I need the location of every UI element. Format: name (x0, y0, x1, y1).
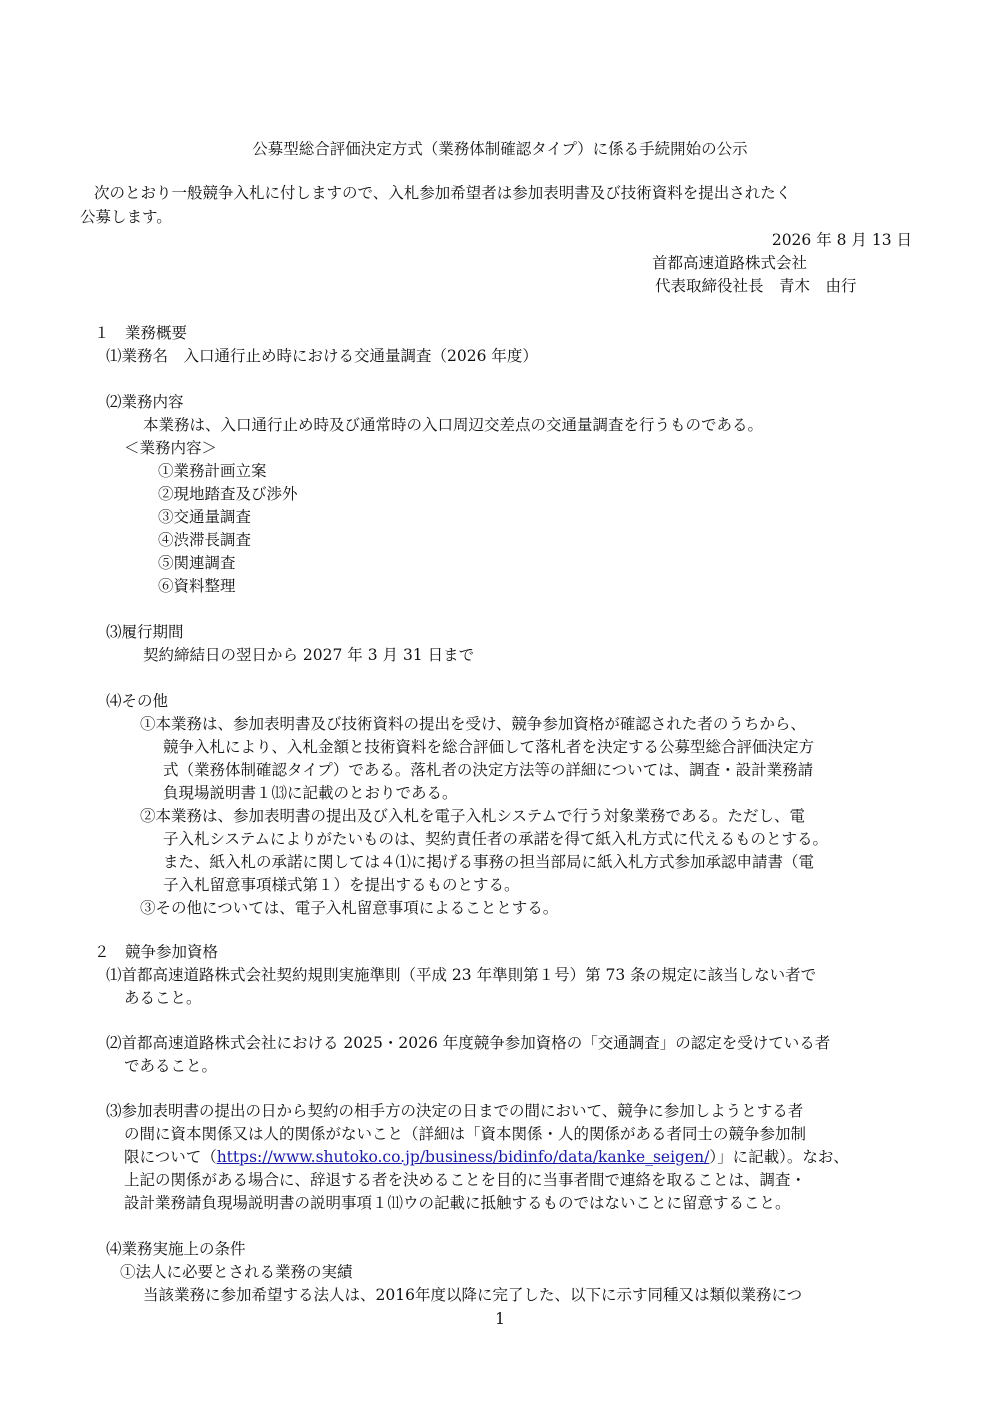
issue-date: 2026 年 8 月 13 日 (771, 231, 912, 249)
work-list-item: ⑤関連調査 (158, 554, 236, 572)
work-list-item: ②現地踏査及び渉外 (158, 485, 298, 503)
qualification-text: 限について（ (124, 1148, 217, 1166)
qualification-line: 上記の関係がある場合に、辞退する者を決めることを目的に当事者間で連絡を取ることは、調査・ (124, 1171, 807, 1189)
work-list-item: ①業務計画立案 (158, 462, 267, 480)
subsection-heading: ⑶履行期間 (106, 623, 184, 641)
qualification-line: の間に資本関係又は人的関係がないこと（詳細は「資本関係・人的関係がある者同士の競争参加制 (124, 1125, 807, 1143)
subsection-heading: ⑷業務実施上の条件 (106, 1240, 246, 1258)
other-line: 子入札留意事項様式第１）を提出するものとする。 (163, 876, 520, 894)
company-name: 首都高速道路株式会社 (652, 254, 808, 272)
document-title: 公募型総合評価決定方式（業務体制確認タイプ）に係る手続開始の公示 (252, 140, 748, 158)
qualification-line (124, 1146, 849, 1168)
qualification-line: であること。 (124, 1057, 218, 1075)
qualification-line: ⑶参加表明書の提出の日から契約の相手方の決定の日までの間において、競争に参加しようとする者 (106, 1102, 804, 1120)
qualification-line: ⑴首都高速道路株式会社契約規則実施準則（平成 23 年準則第１号）第 73 条の規定に該当しない者で (106, 966, 817, 984)
other-line: ③その他については、電子入札留意事項によることとする。 (140, 899, 559, 917)
intro-line: 次のとおり一般競争入札に付しますので、入札参加希望者は参加表明書及び技術資料を提出されたく (94, 184, 792, 202)
other-line: ②本業務は、参加表明書の提出及び入札を電子入札システムで行う対象業務である。ただし、電 (140, 807, 805, 825)
qualification-text: ）」に記載）。なお、 (709, 1148, 849, 1166)
intro-line: 公募します。 (80, 208, 172, 226)
subsection-heading: ⑵業務内容 (106, 393, 184, 411)
qualification-line: あること。 (124, 989, 202, 1007)
other-line: 負現場説明書１⒀に記載のとおりである。 (163, 784, 458, 802)
performance-period: 契約締結日の翌日から 2027 年 3 月 31 日まで (143, 646, 475, 664)
work-list-heading: ＜業務内容＞ (124, 439, 218, 457)
condition-subheading: ①法人に必要とされる業務の実績 (120, 1263, 353, 1281)
other-line: 子入札システムによりがたいものは、契約責任者の承諾を得て紙入札方式に代えるものとする。 (163, 830, 828, 848)
subsection-heading: ⑷その他 (106, 692, 169, 710)
page-number: 1 (495, 1310, 505, 1328)
capital-relation-link[interactable]: https://www.shutoko.co.jp/business/bidinfo/data/kanke_seigen/ (216, 1148, 710, 1166)
other-line: また、紙入札の承諾に関しては４⑴に掲げる事務の担当部局に紙入札方式参加承認申請書（電 (163, 853, 815, 871)
work-description: 本業務は、入口通行止め時及び通常時の入口周辺交差点の交通量調査を行うものである。 (143, 416, 764, 434)
qualification-line: 設計業務請負現場説明書の説明事項１⑾ウの記載に抵触するものではないことに留意すること。 (124, 1194, 791, 1212)
work-list-item: ⑥資料整理 (158, 577, 236, 595)
representative-name: 代表取締役社長 青木 由行 (655, 277, 857, 295)
section-heading: ２ 競争参加資格 (94, 943, 219, 961)
qualification-line: ⑵首都高速道路株式会社における 2025・2026 年度競争参加資格の「交通調査」の認定を受けている者 (106, 1034, 831, 1052)
condition-text: 当該業務に参加希望する法人は、2016年度以降に完了した、以下に示す同種又は類似業務につ (143, 1286, 803, 1304)
other-line: ①本業務は、参加表明書及び技術資料の提出を受け、競争参加資格が確認された者のうちから、 (140, 715, 806, 733)
work-name: ⑴業務名 入口通行止め時における交通量調査（2026 年度） (106, 347, 538, 365)
other-line: 競争入札により、入札金額と技術資料を総合評価して落札者を決定する公募型総合評価決定方 (163, 738, 815, 756)
section-heading: １ 業務概要 (94, 324, 188, 342)
work-list-item: ③交通量調査 (158, 508, 252, 526)
other-line: 式（業務体制確認タイプ）である。落札者の決定方法等の詳細については、調査・設計業務請 (163, 761, 814, 779)
work-list-item: ④渋滞長調査 (158, 531, 252, 549)
